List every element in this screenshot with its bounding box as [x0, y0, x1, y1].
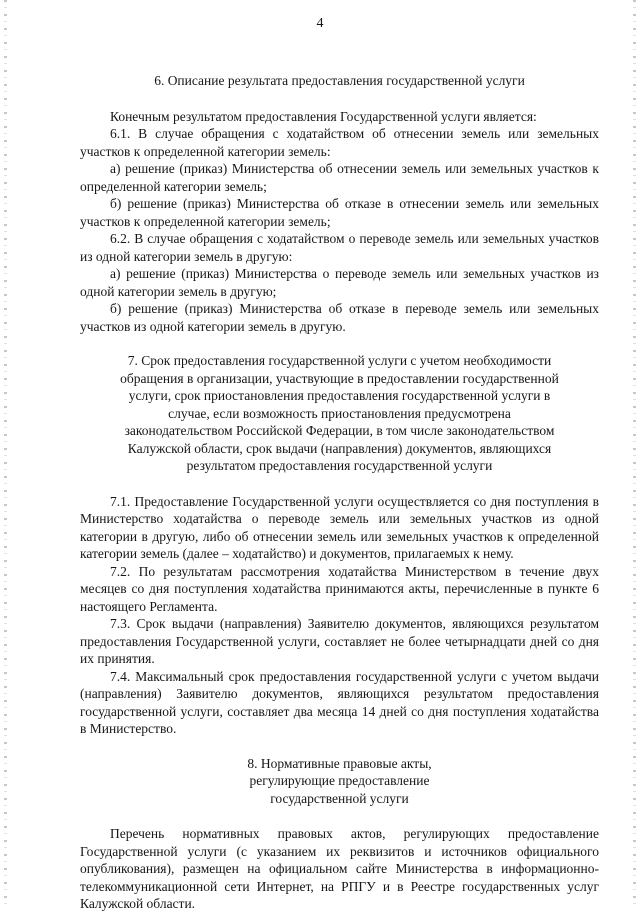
paragraph: Конечным результатом предоставления Государственной услуги является:: [110, 108, 537, 124]
paragraph: Перечень нормативных правовых актов, регулирующих предоставление Государственной услуги (с указанием их реквизитов и источников официального опубликования), размещен на официальном сайте Министерства в информационно-телекоммуникационной сети Интернет, на РПГУ и в Реестре государственных услуг Калужской области.: [80, 826, 599, 911]
scan-edge-left: [4, 0, 7, 906]
section-8-heading: 8. Нормативные правовые акты, регулирующие предоставление государственной услуги: [247, 755, 432, 806]
section-7-heading: 7. Срок предоставления государственной услуги с учетом необходимости обращения в организации, участвующие в предоставлении государственной услуги, срок приостановления предоставления государственной услуги в случае, если возможность приостановления предусмотрена законодательством Российской Федерации, в том числе законодательством Калужской области, срок выдачи (направления) документов, являющихся результатом предоставления государственной услуги: [120, 353, 559, 473]
section-8: [80, 755, 599, 913]
paragraph: а) решение (приказ) Министерства о переводе земель или земельных участков из одной категории земель в другую;: [80, 266, 599, 299]
paragraph: 7.1. Предоставление Государственной услуги осуществляется со дня поступления в Министерство ходатайства о переводе земель или земельных участков из одной категории в другую, либо об отнесении земель или земельных участков к определенной категории земель (далее – ходатайство) и документов, прилагаемых к нему.: [80, 493, 599, 561]
paragraph: а) решение (приказ) Министерства об отнесении земель или земельных участков к определенной категории земель;: [80, 161, 599, 194]
scan-edge-right: [633, 0, 636, 906]
section-6-heading: 6. Описание результата предоставления государственной услуги: [154, 73, 525, 88]
paragraph: б) решение (приказ) Министерства об отказе в отнесении земель или земельных участков к определенной категории земель;: [80, 196, 599, 229]
paragraph: 7.2. По результатам рассмотрения ходатайства Министерством в течение двух месяцев со дня поступления ходатайства принимаются акты, перечисленные в пункте 6 настоящего Регламента.: [80, 563, 599, 614]
paragraph: 6.1. В случае обращения с ходатайством об отнесении земель или земельных участков к определенной категории земель:: [80, 126, 599, 159]
section-6: [80, 72, 599, 335]
page-number: 4: [316, 16, 324, 31]
paragraph: 7.3. Срок выдачи (направления) Заявителю документов, являющихся результатом предоставления Государственной услуги, составляет не более четырнадцати дней со дня их принятия.: [80, 616, 599, 666]
paragraph: б) решение (приказ) Министерства об отказе в переводе земель или земельных участков из одной категории земель в другую.: [80, 301, 599, 334]
paragraph: 7.4. Максимальный срок предоставления государственной услуги с учетом выдачи (направления) Заявителю документов, являющихся результатом предоставления государственной услуги, составляет два месяца 14 дней со дня поступления ходатайства в Министерство.: [80, 668, 599, 736]
document-body: [80, 72, 599, 913]
paragraph: 6.2. В случае обращения с ходатайством о переводе земель или земельных участков из одной категории земель в другую:: [80, 231, 599, 264]
section-7: [80, 352, 599, 738]
